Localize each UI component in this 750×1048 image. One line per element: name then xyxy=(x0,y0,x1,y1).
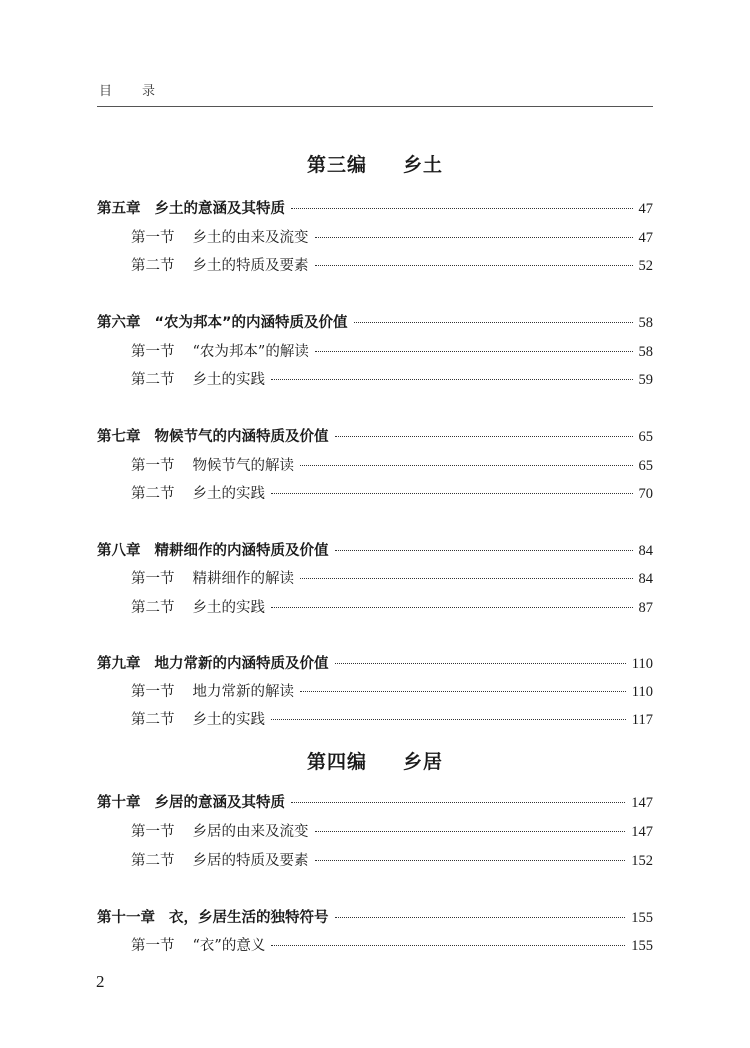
section-title: 乡土的由来及流变 xyxy=(192,230,309,246)
section-title: 乡土的实践 xyxy=(192,486,265,502)
leader-dots xyxy=(335,663,626,664)
page-ref: 117 xyxy=(631,712,653,728)
section-title: 乡土的特质及要素 xyxy=(192,258,309,274)
chapter-label: 第八章 xyxy=(97,543,141,559)
toc-section[interactable] xyxy=(97,340,653,362)
leader-dots xyxy=(315,265,633,266)
page-ref: 84 xyxy=(638,543,653,559)
part-number: 第三编 xyxy=(306,154,367,176)
section-title: 物候节气的解读 xyxy=(192,458,294,474)
section-label: 第二节 xyxy=(131,712,175,728)
chapter-label: 第十一章 xyxy=(97,910,155,926)
page-ref: 110 xyxy=(631,656,653,672)
page-ref: 87 xyxy=(638,600,653,616)
part-name: 乡土 xyxy=(403,154,444,176)
toc-chapter[interactable] xyxy=(97,791,653,813)
section-title: 精耕细作的解读 xyxy=(192,571,294,587)
section-label: 第一节 xyxy=(131,571,175,587)
running-header xyxy=(97,80,653,107)
leader-dots xyxy=(354,322,633,323)
section-title: 乡居的特质及要素 xyxy=(192,853,309,869)
toc-section[interactable] xyxy=(97,368,653,390)
chapter-label: 第六章 xyxy=(97,315,141,331)
toc-section[interactable] xyxy=(97,596,653,618)
page-ref: 58 xyxy=(638,315,653,331)
toc-section[interactable] xyxy=(97,482,653,504)
section-label: 第二节 xyxy=(131,258,175,274)
page-ref: 47 xyxy=(638,201,653,217)
toc-chapter[interactable] xyxy=(97,425,653,447)
toc-section[interactable] xyxy=(97,454,653,476)
section-label: 第一节 xyxy=(131,458,175,474)
section-title: 乡土的实践 xyxy=(192,712,265,728)
page-ref: 47 xyxy=(638,230,653,246)
part-title-3 xyxy=(97,150,653,177)
section-title: “衣”的意义 xyxy=(192,938,266,954)
leader-dots xyxy=(335,550,633,551)
section-label: 第一节 xyxy=(131,684,175,700)
page-ref: 155 xyxy=(631,910,653,926)
toc-section[interactable] xyxy=(97,254,653,276)
toc-section[interactable] xyxy=(97,849,653,871)
leader-dots xyxy=(300,465,633,466)
chapter-title: 乡土的意涵及其特质 xyxy=(154,201,285,217)
toc-chapter[interactable] xyxy=(97,906,653,928)
page-ref: 65 xyxy=(638,458,653,474)
section-title: 乡土的实践 xyxy=(192,372,265,388)
toc-chapter[interactable] xyxy=(97,197,653,219)
chapter-label: 第五章 xyxy=(97,201,141,217)
section-title: 地力常新的解读 xyxy=(192,684,294,700)
toc-chapter[interactable] xyxy=(97,311,653,333)
page-ref: 58 xyxy=(638,344,653,360)
part-name: 乡居 xyxy=(403,751,444,773)
page-ref: 147 xyxy=(631,824,653,840)
leader-dots xyxy=(300,578,633,579)
section-title: 乡土的实践 xyxy=(192,600,265,616)
leader-dots xyxy=(271,607,633,608)
page-number: 2 xyxy=(96,972,105,991)
leader-dots xyxy=(271,379,633,380)
page-ref: 70 xyxy=(638,486,653,502)
toc-section[interactable] xyxy=(97,708,653,730)
leader-dots xyxy=(315,860,626,861)
section-title: 乡居的由来及流变 xyxy=(192,824,309,840)
part-title-4 xyxy=(97,747,653,774)
leader-dots xyxy=(271,945,625,946)
chapter-title: 物候节气的内涵特质及价值 xyxy=(154,429,329,445)
page-ref: 65 xyxy=(638,429,653,445)
toc-section[interactable] xyxy=(97,680,653,702)
leader-dots xyxy=(315,351,633,352)
toc-section[interactable] xyxy=(97,820,653,842)
page-ref: 52 xyxy=(638,258,653,274)
leader-dots xyxy=(300,691,626,692)
page-ref: 59 xyxy=(638,372,653,388)
section-label: 第一节 xyxy=(131,230,175,246)
chapter-label: 第十章 xyxy=(97,795,141,811)
leader-dots xyxy=(291,802,625,803)
page-ref: 152 xyxy=(631,853,653,869)
toc-chapter[interactable] xyxy=(97,539,653,561)
leader-dots xyxy=(291,208,633,209)
part-number: 第四编 xyxy=(306,751,367,773)
section-label: 第一节 xyxy=(131,344,175,360)
section-label: 第二节 xyxy=(131,372,175,388)
section-label: 第一节 xyxy=(131,824,175,840)
leader-dots xyxy=(315,237,633,238)
chapter-title: 衣，乡居生活的独特符号 xyxy=(169,910,329,926)
section-title: “农为邦本”的解读 xyxy=(192,344,309,360)
chapter-title: 乡居的意涵及其特质 xyxy=(154,795,285,811)
leader-dots xyxy=(315,831,626,832)
page-ref: 84 xyxy=(638,571,653,587)
page-ref: 110 xyxy=(631,684,653,700)
leader-dots xyxy=(271,719,626,720)
toc-chapter[interactable] xyxy=(97,652,653,674)
leader-dots xyxy=(271,493,633,494)
chapter-label: 第九章 xyxy=(97,656,141,672)
section-label: 第二节 xyxy=(131,600,175,616)
leader-dots xyxy=(335,917,626,918)
section-label: 第二节 xyxy=(131,486,175,502)
section-label: 第一节 xyxy=(131,938,175,954)
chapter-title: 精耕细作的内涵特质及价值 xyxy=(154,543,329,559)
chapter-title: 地力常新的内涵特质及价值 xyxy=(154,656,329,672)
toc-section[interactable] xyxy=(97,567,653,589)
page-ref: 147 xyxy=(631,795,653,811)
section-label: 第二节 xyxy=(131,853,175,869)
toc-section[interactable] xyxy=(97,934,653,956)
leader-dots xyxy=(335,436,633,437)
toc-section[interactable] xyxy=(97,226,653,248)
header-title: 目录 xyxy=(99,84,186,99)
chapter-title: “农为邦本”的内涵特质及价值 xyxy=(154,315,348,331)
chapter-label: 第七章 xyxy=(97,429,141,445)
page-ref: 155 xyxy=(631,938,653,954)
